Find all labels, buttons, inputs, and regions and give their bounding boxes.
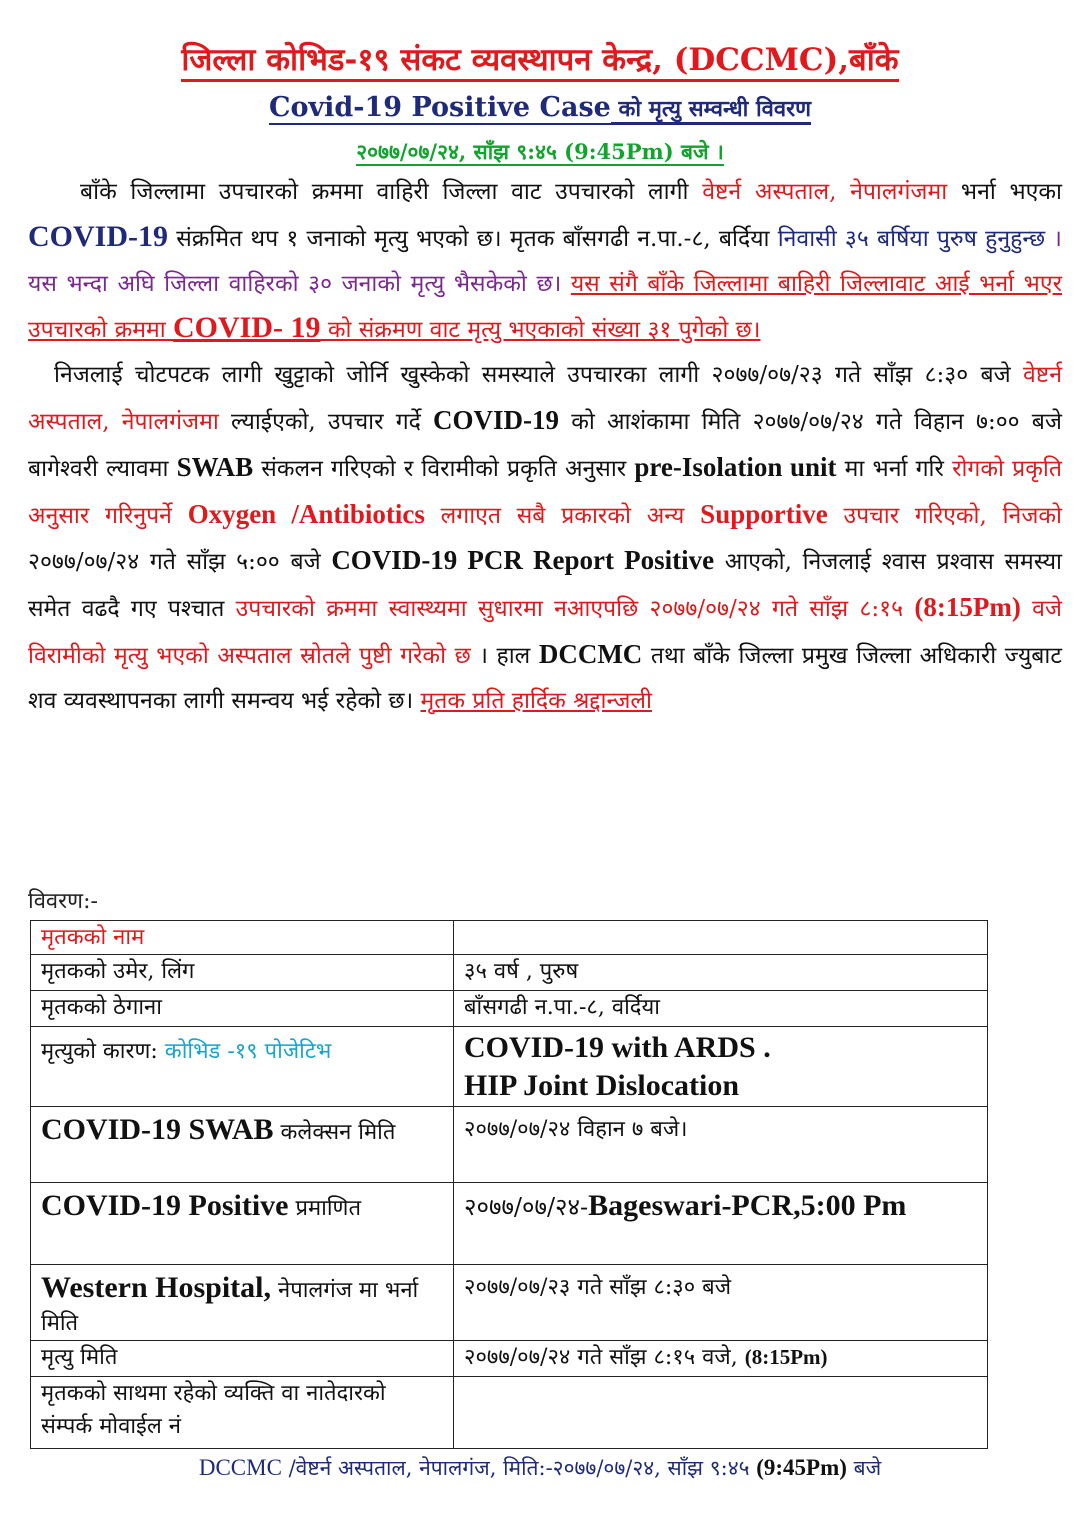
row-value: ३५ वर्ष , पुरुष bbox=[454, 955, 988, 991]
p2-supportive: Supportive bbox=[700, 498, 828, 529]
page-subtitle bbox=[0, 92, 1080, 123]
cause-label: मृत्युको कारण: bbox=[41, 1039, 165, 1064]
admission-label-latin: Western Hospital, bbox=[41, 1271, 271, 1304]
positive-date: २०७७/०७/२४- bbox=[464, 1193, 589, 1221]
paragraph-2 bbox=[28, 353, 1062, 723]
row-label: मृतकको ठेगाना bbox=[31, 991, 454, 1027]
p2-condolence: मृतक प्रति हार्दिक श्रद्दान्जली bbox=[420, 687, 652, 714]
p2-text-9: आएको, निजलाई श्वास प्रश्वास समस्या समेत वढदै गए पश्चात bbox=[28, 549, 1062, 623]
details-label: विवरण:- bbox=[28, 889, 98, 914]
footer-time: (9:45Pm) bbox=[756, 1455, 847, 1480]
table-row bbox=[31, 955, 988, 991]
p2-text-7: उपचार गरिएको, निजको bbox=[827, 502, 1063, 529]
p1-total-text: यस संगै बाँके जिल्लामा बाहिरी जिल्लावाट आई भर्ना भएर उपचारको क्रममा bbox=[28, 270, 1062, 344]
row-value bbox=[454, 1027, 988, 1107]
row-value bbox=[454, 1341, 988, 1377]
admission-label: नेपालगंज मा भर्ना मिति bbox=[41, 1278, 419, 1336]
row-value: २०७७/०७/२४ विहान ७ बजे। bbox=[454, 1107, 988, 1183]
table-row bbox=[31, 1183, 988, 1265]
p2-covid: COVID-19 bbox=[433, 404, 560, 435]
cause-value-2: HIP Joint Dislocation bbox=[464, 1069, 740, 1102]
row-value bbox=[454, 921, 988, 955]
table-row bbox=[31, 921, 988, 955]
row-value bbox=[454, 1377, 988, 1449]
p2-text-8: २०७७/०७/२४ गते साँझ ५:०० बजे bbox=[28, 549, 332, 576]
row-label bbox=[31, 1027, 454, 1107]
p2-text-2: ल्याईएको, उपचार गर्दे bbox=[218, 408, 434, 435]
row-label: मृत्यु मिति bbox=[31, 1341, 454, 1377]
p2-death-time: (8:15Pm) bbox=[914, 592, 1021, 623]
table-row bbox=[31, 1027, 988, 1107]
p2-dccmc: DCCMC bbox=[538, 638, 643, 669]
p1-resident: निवासी ३५ बर्षिया पुरुष हुनुहुन्छ bbox=[777, 225, 1046, 252]
subtitle-nepali: को मृत्यु सम्वन्धी विवरण bbox=[610, 97, 812, 122]
death-time: (8:15Pm) bbox=[744, 1345, 828, 1369]
table-row bbox=[31, 1107, 988, 1183]
row-label bbox=[31, 1265, 454, 1341]
title-text: जिल्ला कोभिड-१९ संकट व्यवस्थापन केन्द्र, (DCCMC),बाँके bbox=[181, 42, 898, 82]
p1-previous-deaths: । यस भन्दा अघि जिल्ला वाहिरको ३० जनाको मृत्यु भैसकेको छ। bbox=[28, 225, 1062, 297]
paragraph-1 bbox=[28, 170, 1062, 353]
p2-text-11: तथा बाँके जिल्ला प्रमुख जिल्ला अधिकारी ज्युबाट शव व्यवस्थापनका लागी समन्वय भई रहेको छ। bbox=[28, 642, 1062, 714]
positive-label: प्रमाणित bbox=[288, 1196, 361, 1221]
table-row bbox=[31, 1265, 988, 1341]
p2-pre-isolation: pre-Isolation unit bbox=[634, 451, 837, 482]
table-row bbox=[31, 1377, 988, 1449]
p2-oxygen: Oxygen /Antibiotics bbox=[187, 498, 425, 529]
p2-text-5: मा भर्ना गरि bbox=[836, 455, 953, 482]
p2-text-6: लगाएत सबै प्रकारको अन्य bbox=[424, 502, 701, 529]
p2-text-3: को आशंकामा मिति २०७७/०७/२४ गते विहान ७:०० बजे बागेश्वरी ल्यावमा bbox=[28, 408, 1062, 482]
p2-swab: SWAB bbox=[176, 451, 254, 482]
positive-label-latin: COVID-19 Positive bbox=[41, 1189, 289, 1222]
p2-pcr-report: COVID-19 PCR Report Positive bbox=[331, 545, 715, 576]
cause-label-extra: कोभिड -१९ पोजेटिभ bbox=[164, 1039, 332, 1064]
subtitle-latin: Covid-19 Positive Case bbox=[268, 92, 611, 123]
p2-text-4: संकलन गरिएको र विरामीको प्रकृति अनुसार bbox=[253, 455, 635, 482]
p2-death-text: उपचारको क्रममा स्वास्थ्यमा सुधारमा नआएपछि २०७७/०७/२४ गते साँझ ८:१५ bbox=[235, 596, 915, 623]
row-value: २०७७/०७/२३ गते साँझ ८:३० बजे bbox=[454, 1265, 988, 1341]
footer-text: /वेष्टर्न अस्पताल, नेपालगंज, मिति:-२०७७/०७/२४, साँझ ९:४५ bbox=[281, 1456, 757, 1480]
p1-covid-red: COVID- 19 bbox=[173, 311, 321, 345]
row-label bbox=[31, 1183, 454, 1265]
page-title bbox=[0, 38, 1080, 80]
row-label: मृतकको उमेर, लिंग bbox=[31, 955, 454, 991]
p2-text-10: । हाल bbox=[470, 642, 539, 669]
p1-total-count: को संक्रमण वाट मृत्यु भएकाको संख्या ३१ पुगेको छ। bbox=[320, 317, 761, 344]
report-body bbox=[28, 170, 1062, 724]
p1-text-3: संक्रमित थप १ जनाको मृत्यु भएको छ। मृतक बाँसगढी न.पा.-८, बर्दिया bbox=[168, 225, 778, 252]
death-date: २०७७/०७/२४ गते साँझ ८:१५ वजे, bbox=[464, 1345, 745, 1370]
p2-text-1: निजलाई चोटपटक लागी खुट्टाको जोर्नि खुस्केको समस्याले उपचारका लागी २०७७/०७/२३ गते साँझ ८:३० बजे bbox=[54, 362, 1023, 389]
page-footer bbox=[0, 1454, 1080, 1482]
swab-label: कलेक्सन मिति bbox=[273, 1120, 396, 1145]
cause-value-1: COVID-19 with ARDS . bbox=[464, 1031, 771, 1064]
details-table bbox=[30, 920, 988, 1449]
row-value bbox=[454, 1183, 988, 1265]
p1-hospital: वेष्टर्न अस्पताल, नेपालगंजमा bbox=[702, 179, 948, 205]
row-label: मृतकको नाम bbox=[31, 921, 454, 955]
p2-hospital: वेष्टर्न अस्पताल, नेपालगंजमा bbox=[28, 362, 1062, 435]
row-label bbox=[31, 1107, 454, 1183]
report-dateline bbox=[0, 138, 1080, 166]
p2-confirmed: वजे विरामीको मृत्यु भएको अस्पताल स्रोतले पुष्टी गरेको छ bbox=[28, 596, 1062, 669]
p1-text-2: भर्ना भएका bbox=[947, 179, 1062, 205]
positive-value: Bageswari-PCR,5:00 Pm bbox=[588, 1189, 907, 1222]
p1-text-1: बाँके जिल्लामा उपचारको क्रममा वाहिरी जिल्ला वाट उपचारको लागी bbox=[80, 179, 703, 205]
table-row bbox=[31, 991, 988, 1027]
p2-treatment: रोगको प्रकृति अनुसार गरिनुपर्ने bbox=[28, 455, 1062, 529]
table-row bbox=[31, 1341, 988, 1377]
row-label: मृतकको साथमा रहेको व्यक्ति वा नातेदारको संम्पर्क मोवाईल नं bbox=[31, 1377, 454, 1449]
row-value: बाँसगढी न.पा.-८, वर्दिया bbox=[454, 991, 988, 1027]
dateline-text: २०७७/०७/२४, साँझ ९:४५ (9:45Pm) बजे । bbox=[356, 139, 724, 164]
footer-org: DCCMC bbox=[198, 1455, 282, 1480]
p1-covid: COVID-19 bbox=[28, 219, 168, 253]
footer-tail: बजे bbox=[846, 1456, 882, 1480]
swab-label-latin: COVID-19 SWAB bbox=[41, 1113, 274, 1146]
